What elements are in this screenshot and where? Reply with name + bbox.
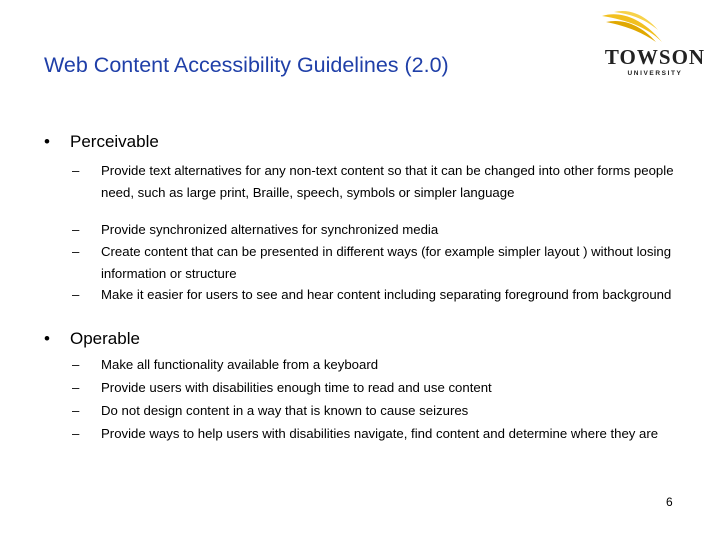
list-item — [72, 160, 682, 203]
list-item-text: Create content that can be presented in different ways (for example simpler layout ) without losing information or structure — [101, 244, 672, 281]
dash-icon: – — [72, 222, 80, 237]
page-number: 6 — [666, 495, 673, 509]
list-item-text: Provide synchronized alternatives for synchronized media — [101, 222, 439, 237]
dash-icon: – — [72, 244, 80, 259]
list-item — [72, 241, 682, 284]
list-item — [72, 423, 682, 445]
list-item-text: Provide users with disabilities enough time to read and use content — [101, 380, 492, 395]
bullet-operable — [44, 329, 140, 349]
bullet-icon: • — [44, 329, 50, 348]
list-item-text: Make all functionality available from a keyboard — [101, 357, 379, 372]
bullet-icon: • — [44, 132, 50, 151]
list-item — [72, 377, 682, 399]
list-item — [72, 354, 682, 376]
list-item-text: Provide ways to help users with disabilities navigate, find content and determine where they are — [101, 426, 659, 441]
logo-wordmark: TOWSON — [604, 45, 706, 69]
list-item — [72, 284, 682, 306]
dash-icon: – — [72, 163, 80, 178]
section-heading: Perceivable — [70, 132, 159, 151]
section-heading: Operable — [70, 329, 140, 348]
dash-icon: – — [72, 287, 80, 302]
list-item — [72, 219, 682, 241]
list-item-text: Do not design content in a way that is known to cause seizures — [101, 403, 469, 418]
logo-subtitle: UNIVERSITY — [627, 70, 683, 77]
towson-logo — [592, 8, 710, 84]
list-item — [72, 400, 682, 422]
logo-swoosh-icon — [592, 8, 710, 48]
dash-icon: – — [72, 357, 80, 372]
bullet-perceivable — [44, 132, 159, 152]
list-item-text: Provide text alternatives for any non-text content so that it can be changed into other forms people need, such as large print, Braille, speech, symbols or simpler language — [101, 163, 674, 200]
dash-icon: – — [72, 403, 80, 418]
dash-icon: – — [72, 380, 80, 395]
dash-icon: – — [72, 426, 80, 441]
list-item-text: Make it easier for users to see and hear content including separating foreground from background — [101, 287, 672, 302]
slide-title: Web Content Accessibility Guidelines (2.0) — [44, 53, 449, 77]
